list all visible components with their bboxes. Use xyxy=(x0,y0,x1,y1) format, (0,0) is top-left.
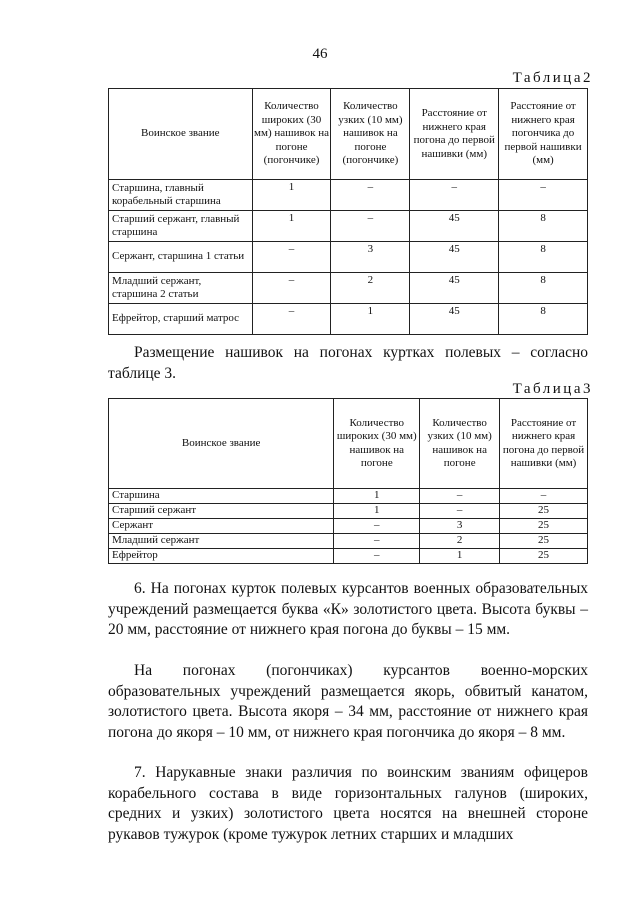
table2-header-rank: Воинское звание xyxy=(109,89,253,180)
table3-header-distance: Расстояние от нижнего края погона до первой нашивки (мм) xyxy=(500,399,588,489)
table2-cell: 8 xyxy=(499,273,588,304)
table3-cell: – xyxy=(500,489,588,504)
table2-cell: Сержант, старшина 1 статьи xyxy=(109,242,253,273)
table-row xyxy=(109,180,588,211)
paragraph-sleeve-insignia xyxy=(108,763,588,845)
table3-cell: Старшина xyxy=(109,489,334,504)
table2-cell: 1 xyxy=(252,180,331,211)
table2-cell: – xyxy=(252,304,331,335)
table3-cell: Младший сержант xyxy=(109,534,334,549)
paragraph-text: 7. Нарукавные знаки различия по воинским званиям офицеров корабельного состава в виде горизонтальных галунов (широких, средних и узких) золотистого цвета носятся на внешней стороне рукавов тужурок (кроме тужурок летних старших и младших xyxy=(108,764,588,843)
paragraph-naval-anchor xyxy=(108,661,588,743)
table3-cell: Старший сержант xyxy=(109,504,334,519)
table-row xyxy=(109,242,588,273)
table3-header-narrow: Количество узких (10 мм) нашивок на погоне xyxy=(420,399,500,489)
table2-cell: Младший сержант, старшина 2 статьи xyxy=(109,273,253,304)
table3-cell: – xyxy=(420,504,500,519)
page-number: 46 xyxy=(312,46,328,62)
table3-cell: 1 xyxy=(334,504,420,519)
table2-cell: Ефрейтор, старший матрос xyxy=(109,304,253,335)
table2-cell: 2 xyxy=(331,273,410,304)
paragraph-text: Размещение нашивок на погонах куртках полевых – согласно таблице 3. xyxy=(108,344,588,382)
table-row xyxy=(109,519,588,534)
table-row xyxy=(109,211,588,242)
table3-cell: – xyxy=(420,489,500,504)
table2-cell: 45 xyxy=(410,304,499,335)
table3-header-rank: Воинское звание xyxy=(109,399,334,489)
table2-header-row xyxy=(109,89,588,180)
table2-cell: 1 xyxy=(331,304,410,335)
table2-cell: – xyxy=(252,273,331,304)
table3-cell: Сержант xyxy=(109,519,334,534)
table3-cell: Ефрейтор xyxy=(109,549,334,564)
table3-header-row xyxy=(109,399,588,489)
table2 xyxy=(108,88,588,335)
table2-cell: – xyxy=(499,180,588,211)
table-row xyxy=(109,504,588,519)
table3-cell: – xyxy=(334,534,420,549)
table2-cell: Старшина, главный корабельный старшина xyxy=(109,180,253,211)
table-row xyxy=(109,489,588,504)
table2-cell: 1 xyxy=(252,211,331,242)
table3-cell: 25 xyxy=(500,549,588,564)
table3-cell: 2 xyxy=(420,534,500,549)
table2-cell: – xyxy=(410,180,499,211)
table3-cell: – xyxy=(334,519,420,534)
table2-cell: 45 xyxy=(410,273,499,304)
table3-cell: 3 xyxy=(420,519,500,534)
paragraph-text: На погонах (погончиках) курсантов военно-морских образовательных учреждений размещается якорь, обвитый канатом, золотистого цвета. Высота якоря – 34 мм, расстояние от нижнего края погона до якоря – 10 мм, от нижнего края погончика до якоря – 8 мм. xyxy=(108,662,588,741)
table2-cell: 45 xyxy=(410,211,499,242)
table2-caption: Таблица2 xyxy=(512,70,593,86)
table-row xyxy=(109,304,588,335)
table3-cell: 25 xyxy=(500,504,588,519)
table2-cell: – xyxy=(331,180,410,211)
table3 xyxy=(108,398,588,564)
table2-header-wide: Количество широких (30 мм) нашивок на погоне (погончике) xyxy=(252,89,331,180)
table-row xyxy=(109,549,588,564)
table2-cell: 45 xyxy=(410,242,499,273)
table-row xyxy=(109,534,588,549)
table3-cell: 1 xyxy=(420,549,500,564)
table2-cell: 8 xyxy=(499,304,588,335)
table2-header-distance-pogonchik: Расстояние от нижнего края погончика до первой нашивки (мм) xyxy=(499,89,588,180)
table3-cell: 25 xyxy=(500,534,588,549)
table3-cell: 25 xyxy=(500,519,588,534)
table2-cell: 3 xyxy=(331,242,410,273)
table3-cell: 1 xyxy=(334,489,420,504)
paragraph-text: 6. На погонах курток полевых курсантов военных образовательных учреждений размещается буква «К» золотистого цвета. Высота буквы – 20 мм, расстояние от нижнего края погона до буквы – 15 мм. xyxy=(108,580,588,638)
table2-cell: Старший сержант, главный старшина xyxy=(109,211,253,242)
table2-cell: 8 xyxy=(499,211,588,242)
table2-cell: – xyxy=(252,242,331,273)
table3-caption: Таблица3 xyxy=(512,381,593,397)
table-row xyxy=(109,273,588,304)
table2-cell: – xyxy=(331,211,410,242)
table2-cell: 8 xyxy=(499,242,588,273)
table2-header-distance-pogon: Расстояние от нижнего края погона до первой нашивки (мм) xyxy=(410,89,499,180)
table3-header-wide: Количество широких (30 мм) нашивок на погоне xyxy=(334,399,420,489)
table2-header-narrow: Количество узких (10 мм) нашивок на погоне (погончике) xyxy=(331,89,410,180)
paragraph-table3-intro xyxy=(108,343,588,384)
table3-cell: – xyxy=(334,549,420,564)
paragraph-cadet-letter xyxy=(108,579,588,641)
